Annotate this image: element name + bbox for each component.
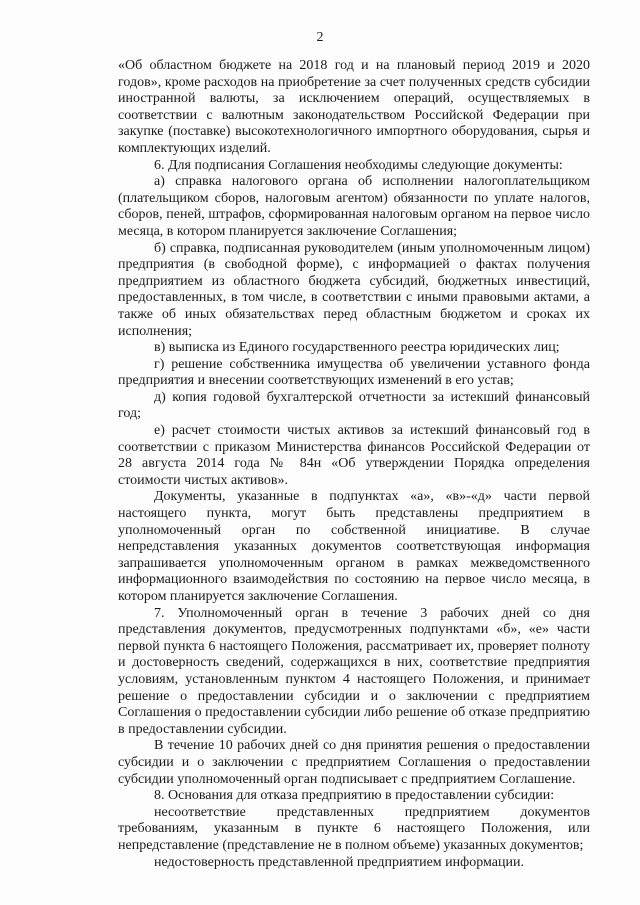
paragraph-continuation: «Об областном бюджете на 2018 год и на плановый период 2019 и 2020 годов», кроме расходов на приобретение за счет полученных средств субсидии иностранной валюты, за исключением операций, осуществляемых в соответствии с валютным законодательством Российской Федерации при закупке (поставке) высокотехнологичного импортного оборудования, сырья и комплектующих изделий. (118, 58, 590, 156)
paragraph-item-7: 7. Уполномоченный орган в течение 3 рабочих дней со дня представления документов, предусмотренных подпунктами «б», «е» части первой пункта 6 настоящего Положения, рассматривает их, проверяет полноту и достоверность сведений, содержащихся в них, соответствие предприятия условиям, установленным пунктом 4 настоящего Положения, и принимает решение о предоставлении субсидии и о заключении с предприятием Соглашения о предоставлении субсидии либо решение об отказе предприятию в предоставлении субсидии. (118, 605, 590, 737)
page-number: 2 (316, 30, 324, 45)
paragraph-item-6b: б) справка, подписанная руководителем (иным уполномоченным лицом) предприятия (в свободной форме), с информацией о фактах получения предприятием из областного бюджета субсидий, бюджетных инвестиций, предоставленных, в том числе, в соответствии с иными правовыми актами, а также об иных обязательствах перед областным бюджетом и сроках их исполнения; (118, 240, 590, 339)
paragraph-item-8: 8. Основания для отказа предприятию в предоставлении субсидии: (154, 788, 555, 804)
paragraph-refusal-reason-2: недостоверность представленной предприятием информации. (154, 854, 524, 870)
paragraph-item-6d: д) копия годовой бухгалтерской отчетности за истекший финансовый год; (118, 389, 590, 422)
paragraph-item-6g: г) решение собственника имущества об увеличении уставного фонда предприятия и внесении соответствующих изменений в его устав; (118, 356, 590, 389)
paragraph-refusal-reason-1: несоответствие представленных предприятием документов требованиям, указанным в пункте 6 настоящего Положения, или непредставление (представление не в полном объеме) указанных документов; (118, 804, 590, 853)
paragraph-item-6v: в) выписка из Единого государственного реестра юридических лиц; (154, 340, 560, 356)
paragraph-item-6e: е) расчет стоимости чистых активов за истекший финансовый год в соответствии с приказом Министерства финансов Российской Федерации от 28 августа 2014 года № 84н «Об утверждении Порядка определения стоимости чистых активов». (118, 423, 590, 488)
document-body (118, 58, 590, 871)
paragraph-item-6: 6. Для подписания Соглашения необходимы следующие документы: (154, 157, 563, 173)
paragraph-signing-term: В течение 10 рабочих дней со дня принятия решения о предоставлении субсидии и о заключении с предприятием Соглашения о предоставлении субсидии уполномоченный орган подписывает с предприятием Соглашение. (118, 738, 590, 787)
paragraph-item-6a: а) справка налогового органа об исполнении налогоплательщиком (плательщиком сборов, налоговым агентом) обязанности по уплате налогов, сборов, пеней, штрафов, сформированная налоговым органом на первое число месяца, в котором планируется заключение Соглашения; (118, 174, 590, 239)
paragraph-documents-note: Документы, указанные в подпунктах «а», «в»-«д» части первой настоящего пункта, могут быть представлены предприятием в уполномоченный орган по собственной инициативе. В случае непредставления указанных документов соответствующая информация запрашивается уполномоченным органом в рамках межведомственного информационного взаимодействия по состоянию на первое число месяца, в котором планируется заключение Соглашения. (118, 489, 590, 604)
